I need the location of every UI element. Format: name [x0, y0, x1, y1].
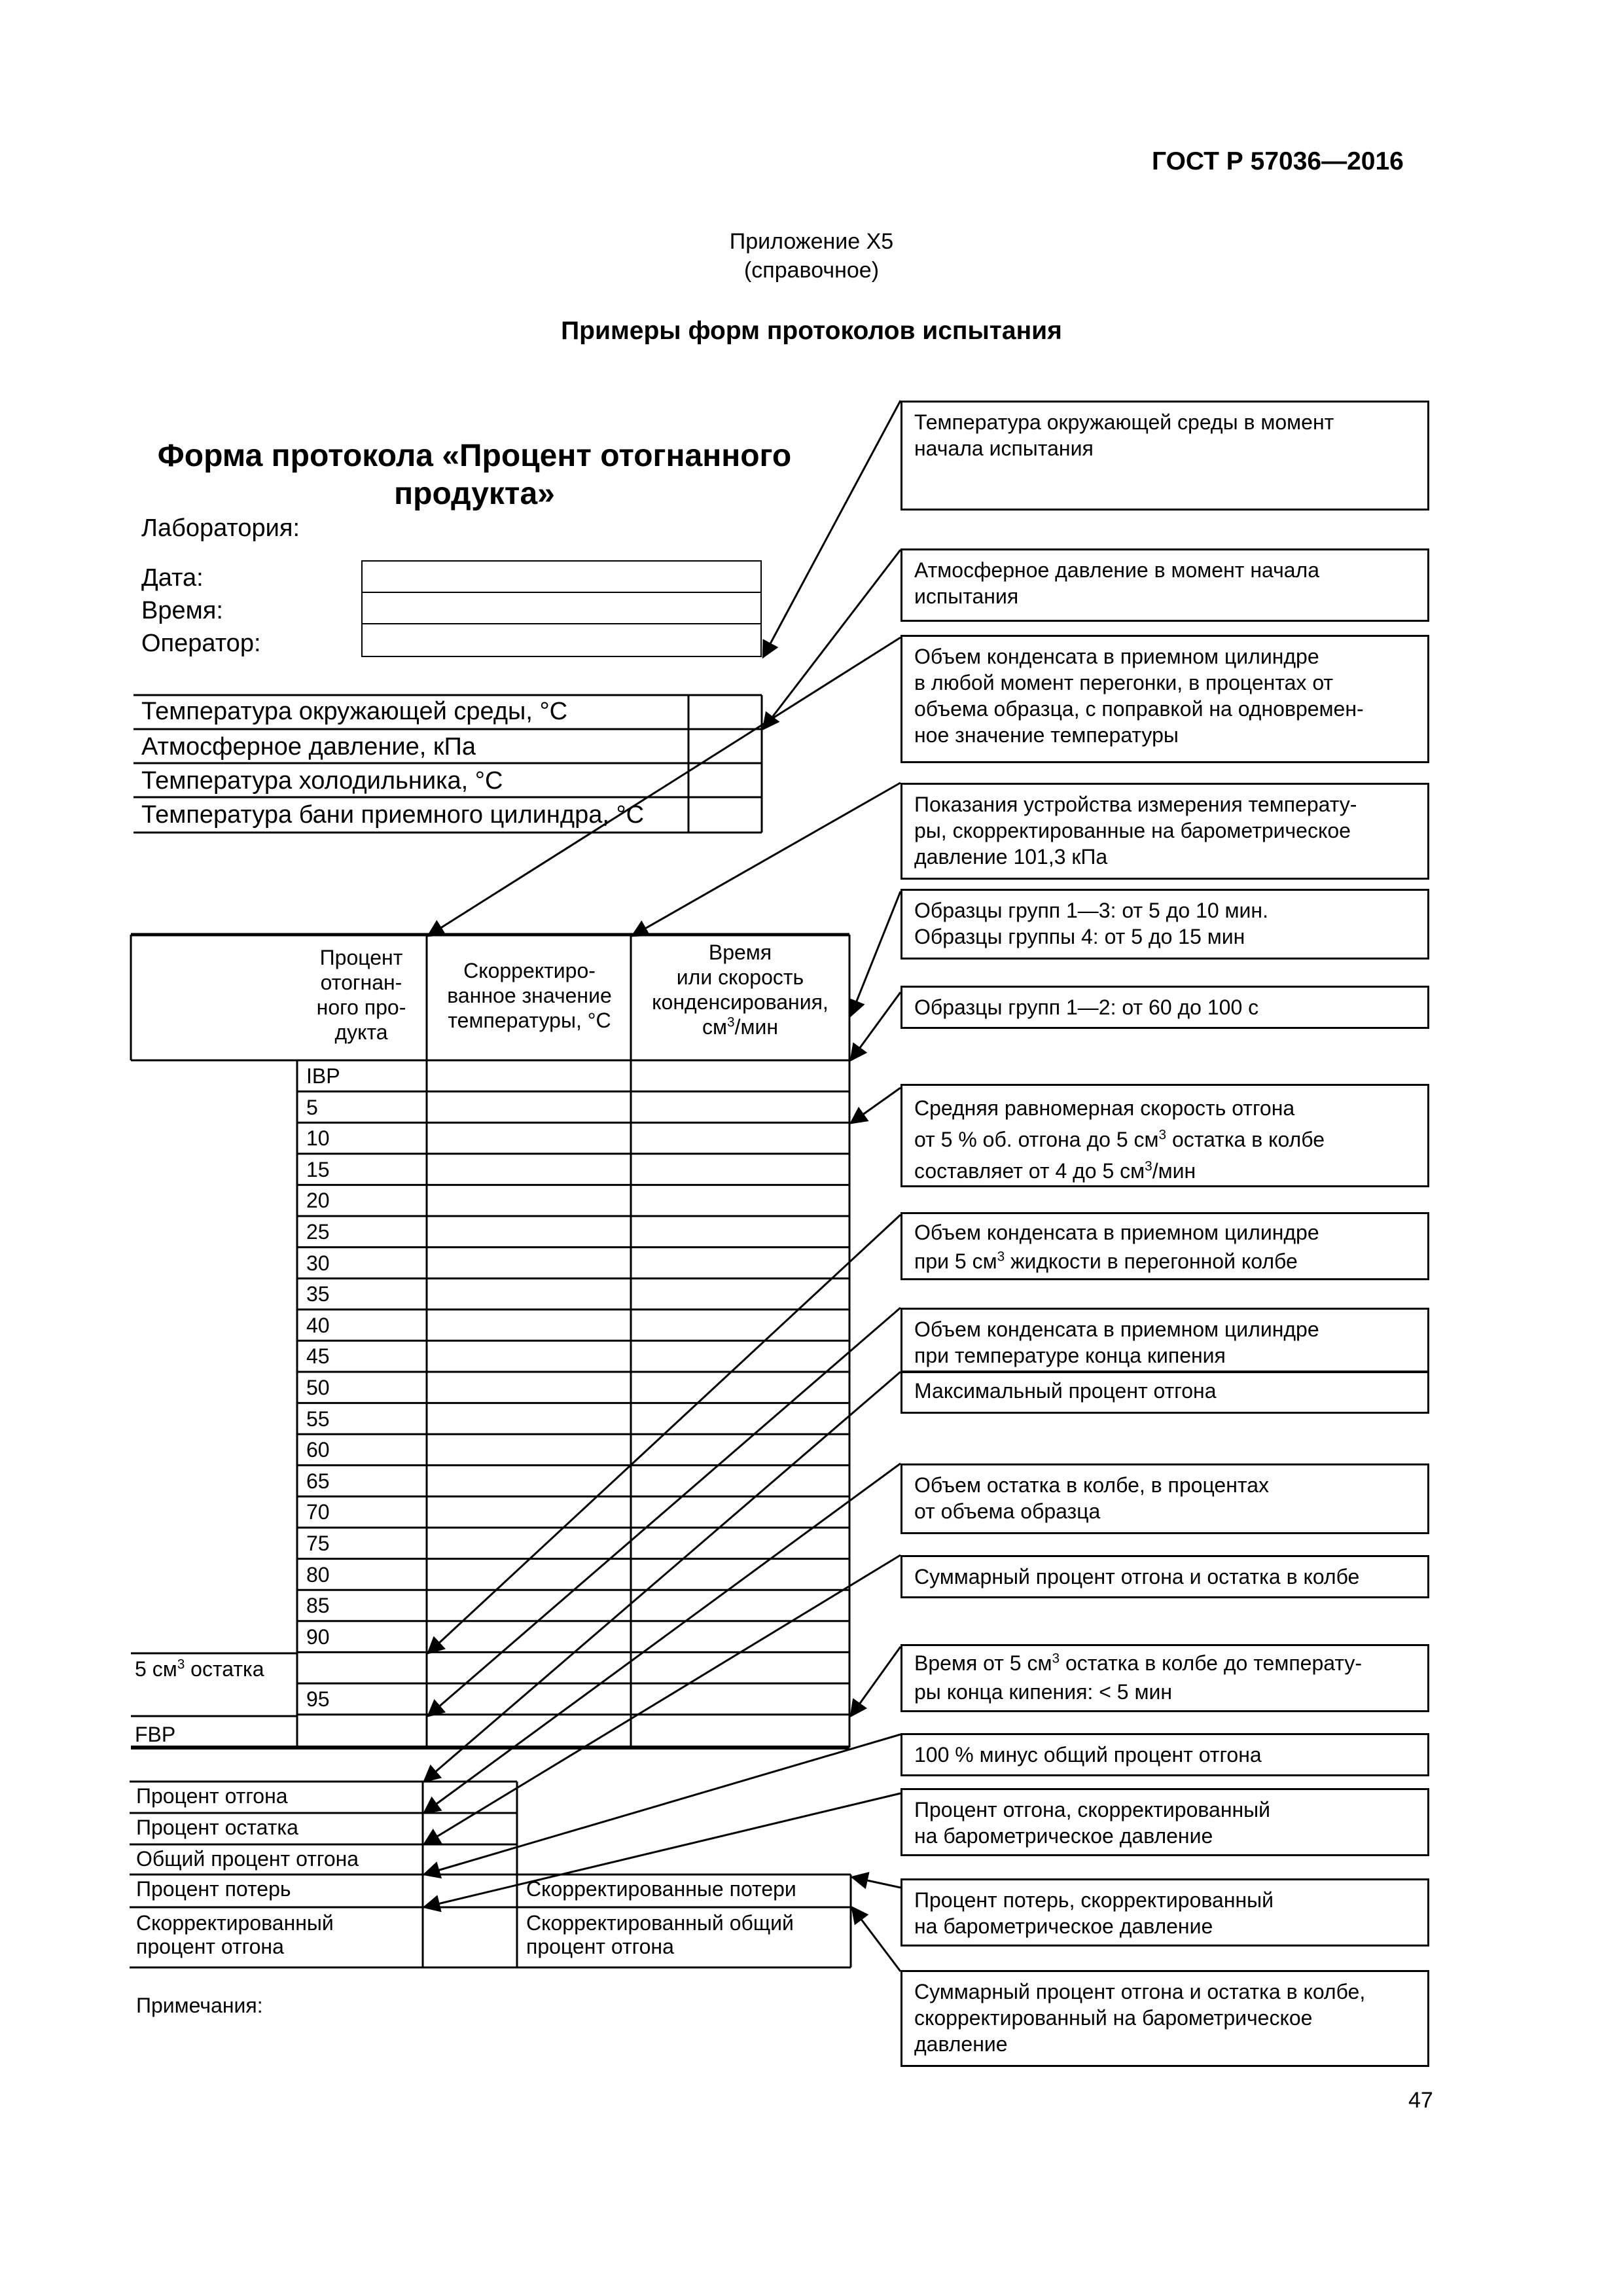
- table-row-label: 25: [306, 1220, 330, 1244]
- appendix-label: Приложение Х5: [729, 229, 894, 254]
- table-row-label: 20: [306, 1189, 330, 1213]
- corrected-recovery-label: Скорректированный процент отгона: [136, 1911, 334, 1958]
- table-row-label: 10: [306, 1126, 330, 1151]
- corrected-losses-label: Скорректированные потери: [526, 1877, 796, 1901]
- table-row-label: IBP: [306, 1064, 340, 1088]
- callout-temperature-reading: Показания устройства измерения температу- ры, скорректированные на барометрическое давление 101,3 кПа: [901, 783, 1429, 880]
- time-label: Время:: [141, 597, 223, 624]
- callout-time-to-endpoint: Время от 5 $см^3$ остатка в колбе до температу- ры конца кипения: < 5 мин: [901, 1644, 1429, 1712]
- page-number: 47: [1408, 2088, 1433, 2113]
- document-code: ГОСТ Р 57036—2016: [1152, 147, 1404, 175]
- laboratory-label: Лаборатория:: [141, 514, 300, 542]
- table-row-label: 45: [306, 1344, 330, 1369]
- callout-residue-volume: Объем остатка в колбе, в процентах от объема образца: [901, 1463, 1429, 1534]
- total-recovery-label: Общий процент отгона: [136, 1847, 359, 1871]
- percent-recovered-header: Процент отогнан- ного про- дукта: [316, 946, 406, 1044]
- table-row-label: 60: [306, 1438, 330, 1462]
- form-title-line1: Форма протокола «Процент отогнанного: [157, 439, 792, 473]
- callout-sample-groups-time: Образцы групп 1—3: от 5 до 10 мин. Образцы группы 4: от 5 до 15 мин: [901, 889, 1429, 960]
- table-row-label: 5: [306, 1095, 318, 1119]
- callout-ambient-temperature: Температура окружающей среды в момент начала испытания: [901, 401, 1429, 511]
- distill-percent-label: Процент отгона: [136, 1784, 288, 1808]
- condenser-temperature-label: Температура холодильника, °С: [141, 767, 503, 795]
- callout-corrected-total: Суммарный процент отгона и остатка в колбе, скорректированный на барометрическое давление: [901, 1970, 1429, 2067]
- table-row-label: 65: [306, 1469, 330, 1493]
- form-title-line2: продукта»: [394, 476, 555, 511]
- residue-percent-label: Процент остатка: [136, 1816, 298, 1839]
- table-row-label: 15: [306, 1157, 330, 1181]
- date-label: Дата:: [141, 564, 204, 592]
- callout-total-recovery: Суммарный процент отгона и остатка в колбе: [901, 1555, 1429, 1598]
- table-row-label: 35: [306, 1282, 330, 1306]
- notes-label: Примечания:: [136, 1994, 263, 2017]
- callout-average-rate: Средняя равномерная скорость отгона от 5 % об. отгона до 5 $см^3$ остатка в колбе составляет от 4 до 5 $см^3$/мин: [901, 1084, 1429, 1187]
- table-row-label: 90: [306, 1624, 330, 1649]
- callout-condensate-5ml: Объем конденсата в приемном цилиндре при 5 $см^3$ жидкости в перегонной колбе: [901, 1212, 1429, 1280]
- callout-residue-percent: 100 % минус общий процент отгона: [901, 1733, 1429, 1776]
- callout-atmospheric-pressure: Атмосферное давление в момент начала испытания: [901, 548, 1429, 622]
- table-row-label: 30: [306, 1251, 330, 1275]
- table-row-label: 95: [306, 1687, 330, 1711]
- callout-corrected-recovery: Процент отгона, скорректированный на барометрическое давление: [901, 1788, 1429, 1856]
- table-row-label: 85: [306, 1594, 330, 1618]
- ambient-temperature-label: Температура окружающей среды, °С: [141, 698, 568, 725]
- residue-row-label: 5 $см^3$ остатка: [135, 1657, 264, 1681]
- table-row-label: 55: [306, 1407, 330, 1431]
- callout-max-recovery: Максимальный процент отгона: [901, 1371, 1429, 1414]
- appendix-type: (справочное): [743, 258, 880, 283]
- table-row-label: 80: [306, 1562, 330, 1587]
- table-row-label: 40: [306, 1313, 330, 1337]
- loss-percent-label: Процент потерь: [136, 1877, 291, 1901]
- table-row-label: 75: [306, 1532, 330, 1555]
- bath-temperature-label: Температура бани приемного цилиндра, °С: [141, 801, 645, 829]
- conditions-table-grid: [134, 695, 762, 833]
- main-table-grid: [131, 935, 849, 1748]
- corrected-temperature-header: Скорректиро- ванное значение температуры, °С: [447, 959, 612, 1032]
- condensation-time-header: Время или скорость конденсирования, $см^3$/мин: [652, 941, 829, 1039]
- callout-condensate-endpoint: Объем конденсата в приемном цилиндре при температуре конца кипения: [901, 1308, 1429, 1373]
- callout-arrows: [424, 401, 901, 1971]
- callout-condensate-volume: Объем конденсата в приемном цилиндре в любой момент перегонки, в процентах от объема образца, с поправкой на одновремен- ное значение температуры: [901, 635, 1429, 763]
- callout-sample-groups-seconds: Образцы групп 1—2: от 60 до 100 с: [901, 986, 1429, 1029]
- fbp-label: FBP: [135, 1723, 176, 1746]
- table-row-label: 50: [306, 1376, 330, 1399]
- summary-table-grid: [130, 1782, 851, 1967]
- atmospheric-pressure-label: Атмосферное давление, кПа: [141, 733, 476, 761]
- table-row-label: 70: [306, 1500, 330, 1524]
- operator-label: Оператор:: [141, 630, 261, 657]
- section-title: Примеры форм протоколов испытания: [561, 317, 1062, 345]
- callout-corrected-losses: Процент потерь, скорректированный на барометрическое давление: [901, 1878, 1429, 1946]
- corrected-total-recovery-label: Скорректированный общий процент отгона: [526, 1911, 794, 1958]
